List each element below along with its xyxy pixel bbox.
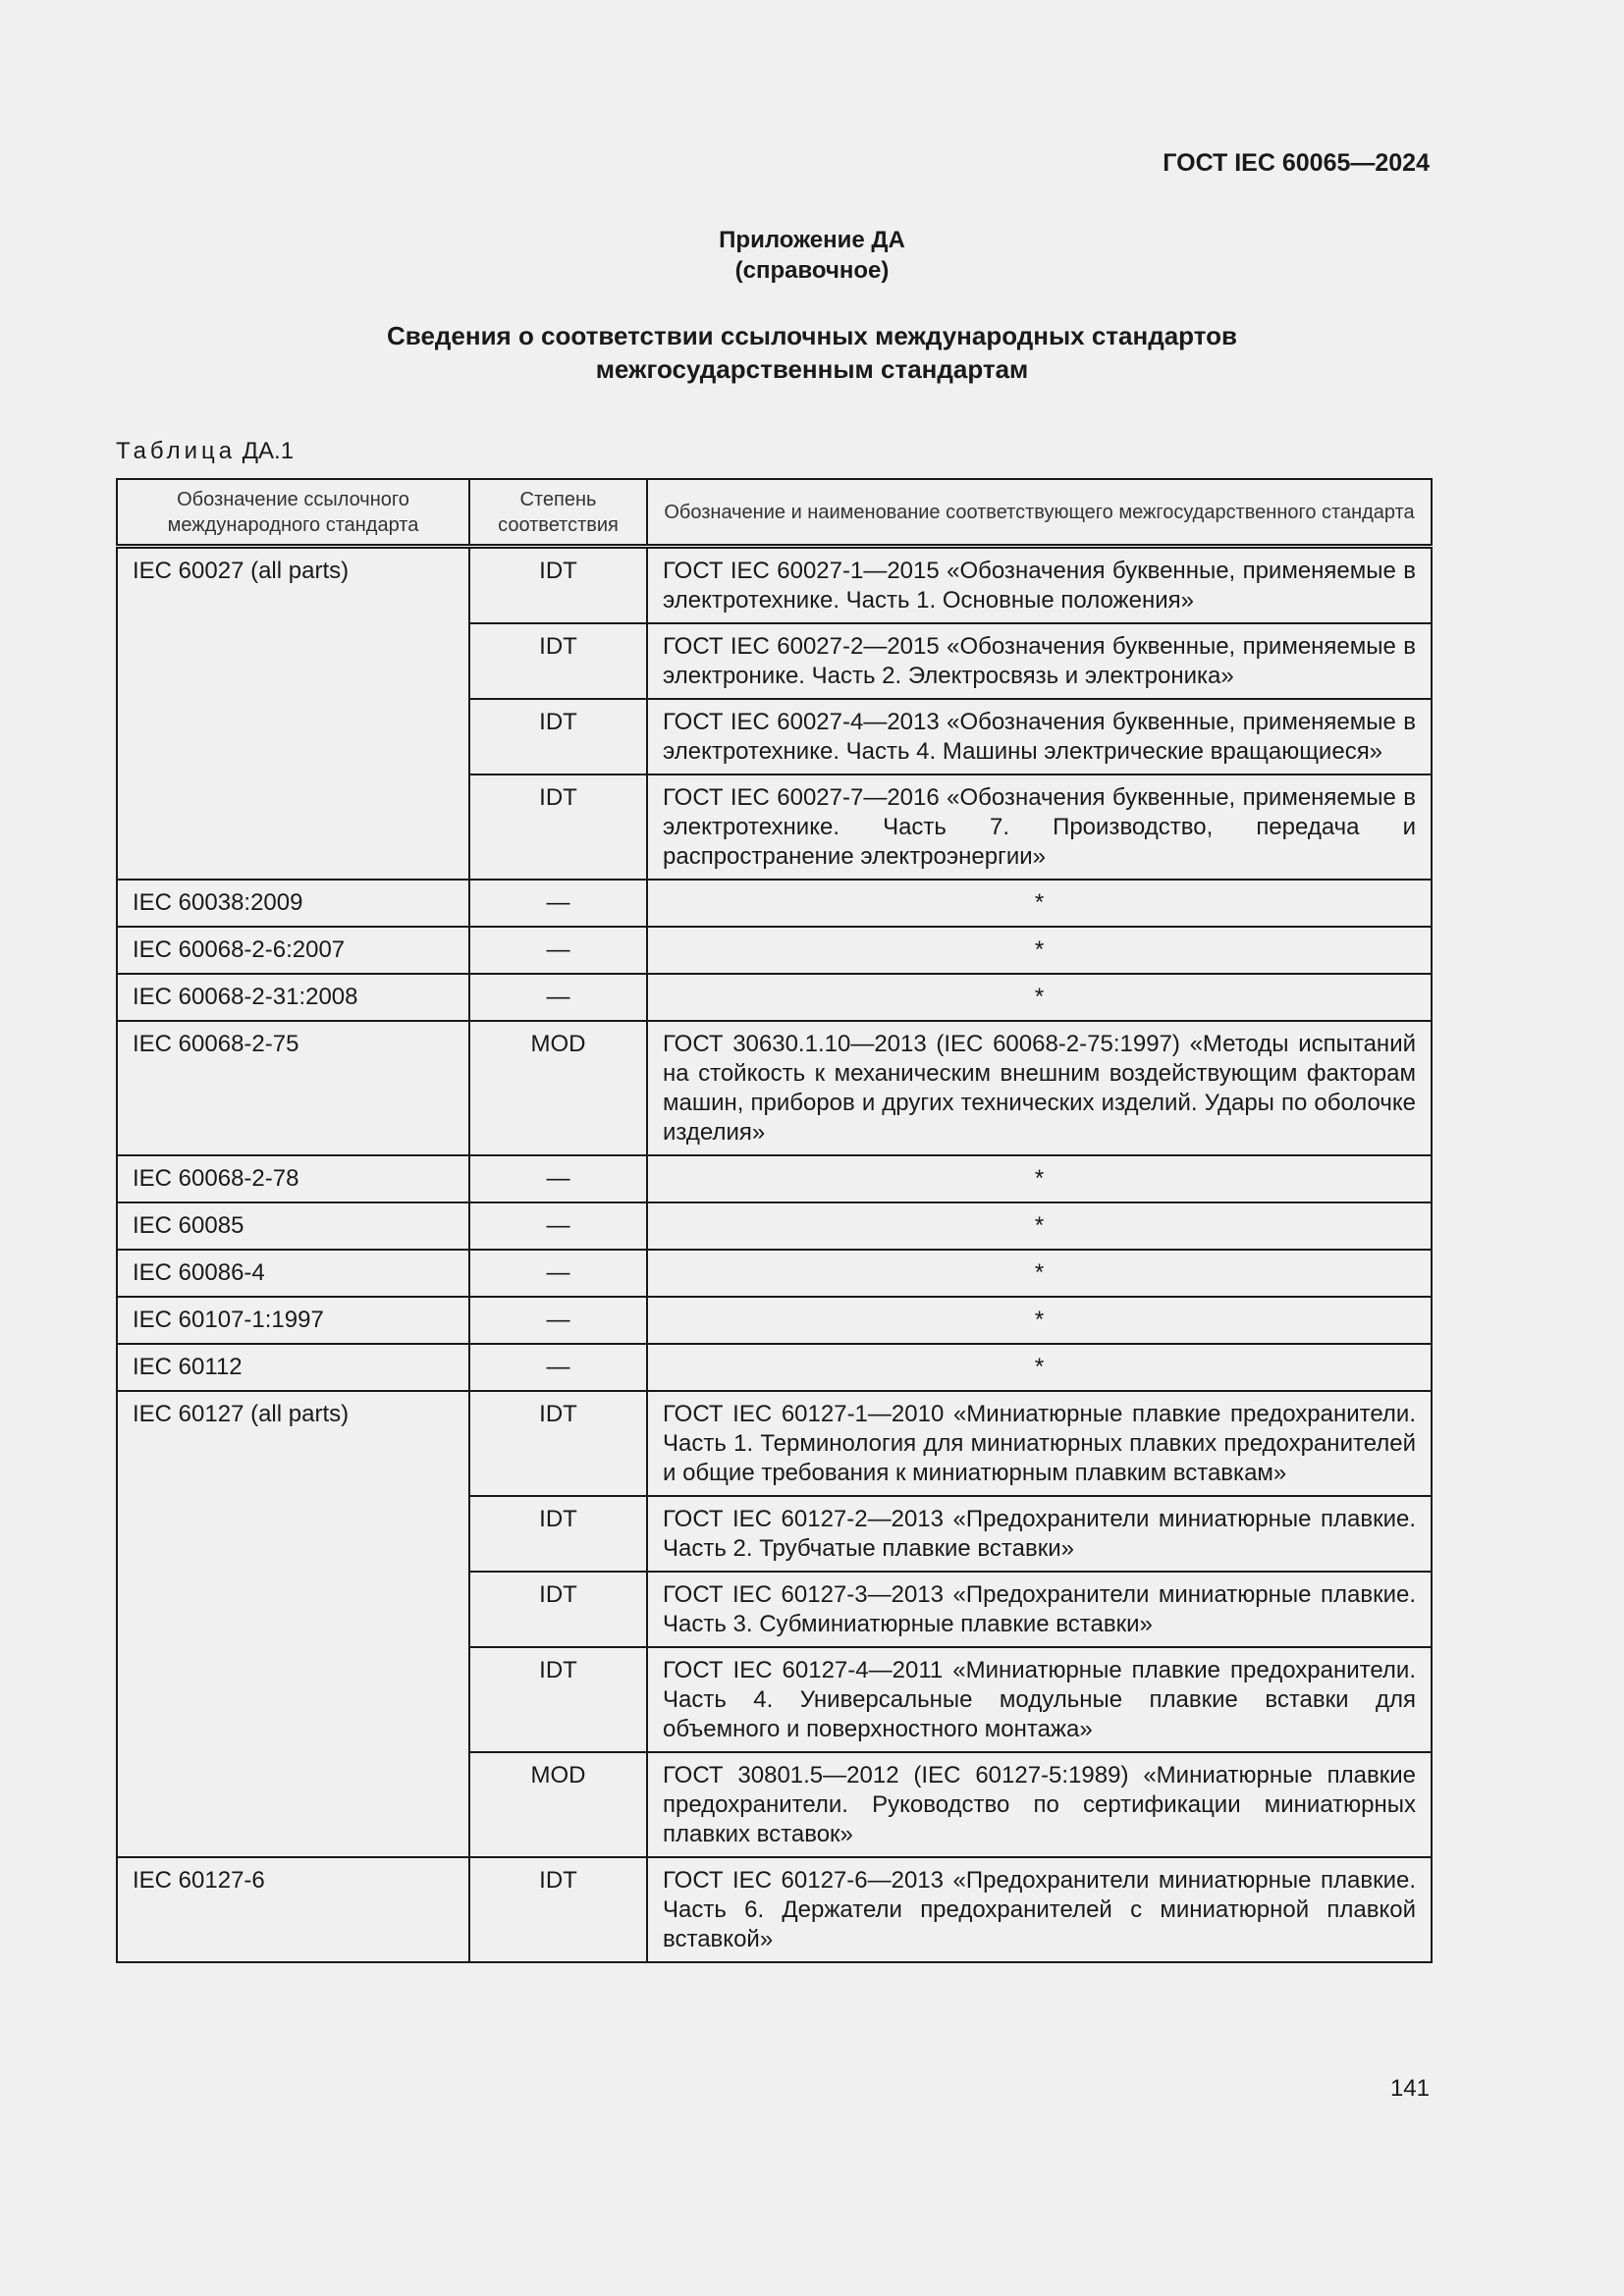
table-row	[117, 1391, 1432, 1496]
table-caption	[116, 438, 294, 465]
table-row	[117, 1202, 1432, 1250]
cell-international-standard: IEC 60068-2-75	[117, 1021, 469, 1155]
cell-degree: MOD	[469, 1752, 647, 1857]
cell-degree: —	[469, 1250, 647, 1297]
cell-interstate-standard: ГОСТ IEC 60127-1—2010 «Миниатюрные плавкие предохранители. Часть 1. Терминология для миниатюрных плавких предохранителей и общие требования к миниатюрным плавким вставкам»	[647, 1391, 1432, 1496]
header-interstate-standard: Обозначение и наименование соответствующего межгосударственного стандарта	[647, 479, 1432, 547]
cell-degree: —	[469, 927, 647, 974]
annex-subtitle: (справочное)	[734, 257, 890, 284]
cell-international-standard: IEC 60112	[117, 1344, 469, 1391]
document-code: ГОСТ IEC 60065—2024	[1163, 149, 1430, 177]
cell-international-standard: IEC 60127 (all parts)	[117, 1391, 469, 1857]
cell-international-standard: IEC 60127-6	[117, 1857, 469, 1962]
header-international-standard: Обозначение ссылочного международного стандарта	[117, 479, 469, 547]
cell-international-standard: IEC 60085	[117, 1202, 469, 1250]
table-row	[117, 1021, 1432, 1155]
table-row	[117, 1250, 1432, 1297]
cell-interstate-standard: ГОСТ IEC 60127-6—2013 «Предохранители миниатюрные плавкие. Часть 6. Держатели предохранителей с миниатюрной плавкой вставкой»	[647, 1857, 1432, 1962]
cell-interstate-standard: ГОСТ IEC 60127-3—2013 «Предохранители миниатюрные плавкие. Часть 3. Субминиатюрные плавкие вставки»	[647, 1572, 1432, 1647]
page-number: 141	[1389, 2075, 1430, 2102]
cell-degree: —	[469, 880, 647, 927]
cell-interstate-standard: ГОСТ IEC 60127-2—2013 «Предохранители миниатюрные плавкие. Часть 2. Трубчатые плавкие вставки»	[647, 1496, 1432, 1572]
annex-heading-line-1: Сведения о соответствии ссылочных международных стандартов	[387, 321, 1237, 350]
cell-degree: IDT	[469, 623, 647, 699]
cell-international-standard: IEC 60107-1:1997	[117, 1297, 469, 1344]
cell-interstate-standard: *	[647, 1250, 1432, 1297]
cell-degree: —	[469, 1344, 647, 1391]
cell-degree: IDT	[469, 1391, 647, 1496]
header-degree: Степень соответствия	[469, 479, 647, 547]
cell-international-standard: IEC 60068-2-31:2008	[117, 974, 469, 1021]
cell-interstate-standard: ГОСТ IEC 60027-2—2015 «Обозначения буквенные, применяемые в электронике. Часть 2. Электросвязь и электроника»	[647, 623, 1432, 699]
cell-interstate-standard: ГОСТ IEC 60127-4—2011 «Миниатюрные плавкие предохранители. Часть 4. Универсальные модульные плавкие вставки для объемного и поверхностного монтажа»	[647, 1647, 1432, 1752]
cell-degree: IDT	[469, 1647, 647, 1752]
standards-table	[116, 478, 1433, 1963]
cell-interstate-standard: ГОСТ 30801.5—2012 (IEC 60127-5:1989) «Миниатюрные плавкие предохранители. Руководство по сертификации миниатюрных плавких вставок»	[647, 1752, 1432, 1857]
table-caption-word: Таблица	[116, 438, 237, 464]
cell-degree: —	[469, 1155, 647, 1202]
cell-interstate-standard: ГОСТ IEC 60027-1—2015 «Обозначения буквенные, применяемые в электротехнике. Часть 1. Основные положения»	[647, 547, 1432, 624]
cell-international-standard: IEC 60038:2009	[117, 880, 469, 927]
cell-interstate-standard: ГОСТ 30630.1.10—2013 (IEC 60068-2-75:1997) «Методы испытаний на стойкость к механическим внешним воздействующим факторам машин, приборов и других технических изделий. Удары по оболочке изделия»	[647, 1021, 1432, 1155]
annex-heading-line-2: межгосударственным стандартам	[595, 354, 1029, 384]
cell-degree: —	[469, 1297, 647, 1344]
cell-international-standard: IEC 60027 (all parts)	[117, 547, 469, 881]
cell-interstate-standard: *	[647, 974, 1432, 1021]
cell-interstate-standard: ГОСТ IEC 60027-7—2016 «Обозначения буквенные, применяемые в электротехнике. Часть 7. Производство, передача и распространение электроэнергии»	[647, 774, 1432, 880]
cell-interstate-standard: *	[647, 880, 1432, 927]
table-row	[117, 880, 1432, 927]
cell-interstate-standard: *	[647, 1155, 1432, 1202]
table-row	[117, 1857, 1432, 1962]
cell-degree: MOD	[469, 1021, 647, 1155]
cell-degree: IDT	[469, 1572, 647, 1647]
cell-degree: —	[469, 974, 647, 1021]
cell-international-standard: IEC 60068-2-6:2007	[117, 927, 469, 974]
cell-degree: —	[469, 1202, 647, 1250]
cell-international-standard: IEC 60068-2-78	[117, 1155, 469, 1202]
cell-interstate-standard: *	[647, 1202, 1432, 1250]
table-header-row	[117, 479, 1432, 547]
cell-interstate-standard: *	[647, 927, 1432, 974]
table-row	[117, 1344, 1432, 1391]
annex-heading	[0, 319, 1624, 386]
annex-title: Приложение ДА	[719, 227, 905, 253]
cell-degree: IDT	[469, 699, 647, 774]
table-row	[117, 974, 1432, 1021]
cell-interstate-standard: *	[647, 1344, 1432, 1391]
cell-interstate-standard: *	[647, 1297, 1432, 1344]
table-row	[117, 927, 1432, 974]
cell-degree: IDT	[469, 547, 647, 624]
cell-degree: IDT	[469, 1496, 647, 1572]
table-caption-number: ДА.1	[242, 438, 295, 464]
cell-interstate-standard: ГОСТ IEC 60027-4—2013 «Обозначения буквенные, применяемые в электротехнике. Часть 4. Машины электрические вращающиеся»	[647, 699, 1432, 774]
table-row	[117, 547, 1432, 624]
table-row	[117, 1297, 1432, 1344]
cell-international-standard: IEC 60086-4	[117, 1250, 469, 1297]
cell-degree: IDT	[469, 1857, 647, 1962]
table-row	[117, 1155, 1432, 1202]
cell-degree: IDT	[469, 774, 647, 880]
